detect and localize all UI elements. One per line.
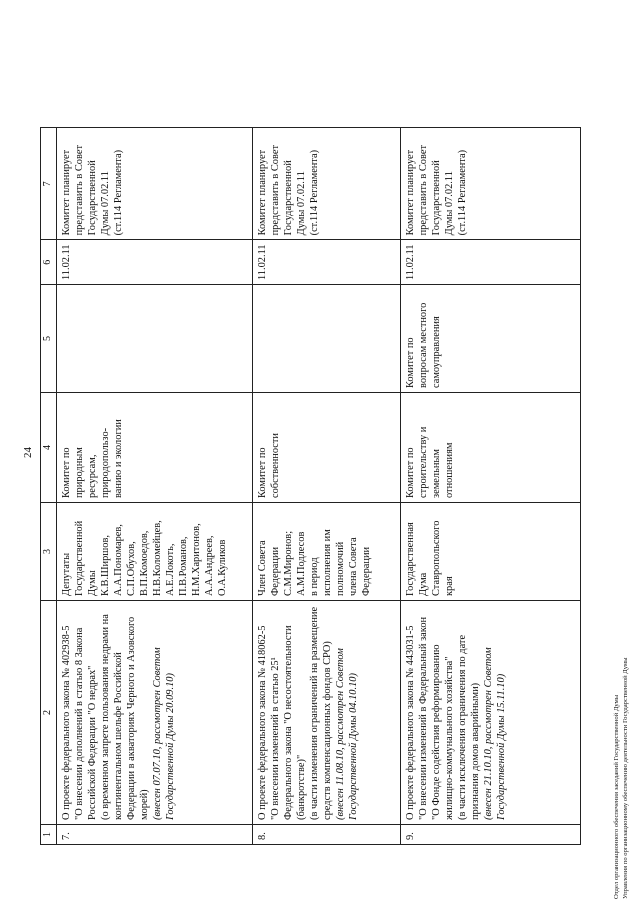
bill-title-line: "О внесении изменений в Федеральный закон [417, 616, 429, 820]
table-body [56, 128, 580, 845]
bill-title-line: О проекте федерального закона № 402938-5 [60, 625, 72, 820]
row-number: 7. [56, 825, 252, 845]
author-line: А.М.Подлесов [295, 531, 307, 596]
status-line: Государственной [86, 160, 98, 236]
date-cell: 11.02.11 [252, 240, 400, 285]
author-line: Н.М.Харитонов, [190, 523, 202, 596]
author-line: В.П.Комоедов, [138, 530, 150, 596]
bill-title-line: О проекте федерального закона № 418062-5 [256, 625, 268, 820]
author-line: П.В.Романов, [177, 536, 189, 596]
bill-authors [400, 503, 580, 601]
status-line: представить в Совет [417, 145, 429, 236]
page-number: 24 [22, 447, 34, 458]
co-committee-line: самоуправления [430, 316, 442, 388]
bill-title-line: О проекте федерального закона № 443031-5 [404, 625, 416, 820]
status-line: Государственной [430, 160, 442, 236]
table-row [56, 128, 252, 845]
author-line: О.А.Куликов [216, 539, 228, 596]
row-number: 8. [252, 825, 400, 845]
author-line: члена Совета [347, 537, 359, 596]
bill-title [400, 601, 580, 825]
committee-line: отношениям [443, 442, 455, 498]
col-header-2: 2 [41, 601, 57, 825]
committee-line: ванию и экологии [112, 419, 124, 498]
bill-note-line: (внесен 11.08.10, рассмотрен Советом [334, 648, 346, 820]
bill-title-line: "О внесении дополнений в статью 8 Закона [73, 627, 85, 820]
bill-title [56, 601, 252, 825]
status-cell [400, 128, 580, 240]
header-row [41, 128, 57, 845]
co-committee [56, 285, 252, 393]
bill-title-line: (банкротстве)" [295, 754, 307, 820]
author-line: С.М.Миронов; [282, 530, 294, 596]
responsible-committee [252, 393, 400, 503]
footer-line: Отдел организационного обеспечения заседаний Государственной Думы [613, 694, 620, 899]
bill-title-line: Федерального закона "О несостоятельности [282, 625, 294, 820]
bill-note-line: (внесен 21.10.10, рассмотрен Советом [482, 647, 494, 820]
status-line: представить в Совет [73, 145, 85, 236]
bill-title-line: средств компенсационных фондов СРО) [321, 641, 333, 820]
author-line: Н.В.Коломейцев, [151, 520, 163, 596]
table-row [252, 128, 400, 845]
author-line: Дума [417, 572, 429, 596]
author-line: А.Е.Локоть, [164, 543, 176, 596]
bill-note-line: Государственной Думы 15.11.10) [495, 673, 507, 820]
bill-title-line: "О Фонде содействия реформированию [430, 644, 442, 820]
status-line: Комитет планирует [60, 149, 72, 236]
author-line: Федерации [269, 546, 281, 596]
status-line: (ст.114 Регламента) [456, 149, 468, 236]
author-line: Государственной [73, 520, 85, 596]
col-header-5: 5 [41, 285, 57, 393]
status-line: представить в Совет [269, 145, 281, 236]
committee-line: земельным [430, 449, 442, 498]
co-committee-line: вопросам местного [417, 302, 429, 388]
author-line: в период [308, 557, 320, 596]
status-line: Думы 07.02.11 [443, 171, 455, 236]
bill-note-line: (внесен 07.07.10, рассмотрен Советом [151, 647, 163, 820]
bill-title-line: (в части исключения ограничения по дате [456, 634, 468, 820]
bill-authors [252, 503, 400, 601]
bill-note-line: Государственной Думы 20.09.10) [164, 673, 176, 820]
committee-line: строительству и [417, 426, 429, 498]
bill-title-line: "О внесении изменений в статью 25¹ [269, 657, 281, 820]
author-line: Член Совета [256, 540, 268, 596]
status-line: Комитет планирует [404, 149, 416, 236]
bill-title-line: жилищно-коммунального хозяйства" [443, 656, 455, 820]
responsible-committee [400, 393, 580, 503]
status-line: (ст.114 Регламента) [112, 149, 124, 236]
committee-line: собственности [269, 433, 281, 498]
bill-title-line: (о временном запрете пользования недрами на [99, 614, 111, 820]
status-line: Комитет планирует [256, 149, 268, 236]
author-line: Думы [86, 570, 98, 596]
col-header-4: 4 [41, 393, 57, 503]
bill-title [252, 601, 400, 825]
footer [612, 657, 630, 899]
committee-line: Комитет по [256, 447, 268, 498]
bill-title-line: континентальном шельфе Российской [112, 652, 124, 820]
status-line: Думы 07.02.11 [99, 171, 111, 236]
date-cell: 11.02.11 [56, 240, 252, 285]
status-cell [56, 128, 252, 240]
status-line: Думы 07.02.11 [295, 171, 307, 236]
author-line: К.В.Ширшов, [99, 535, 111, 596]
bill-title-line: морей) [138, 789, 150, 820]
co-committee-line: Комитет по [404, 337, 416, 388]
col-header-7: 7 [41, 128, 57, 240]
author-line: Федерации [360, 546, 372, 596]
author-line: исполнения им [321, 529, 333, 596]
committee-line: Комитет по [404, 447, 416, 498]
committee-line: природным [73, 447, 85, 498]
co-committee [400, 285, 580, 393]
author-line: Государственная [404, 522, 416, 596]
status-line: (ст.114 Регламента) [308, 149, 320, 236]
bill-note-line: Государственной Думы 04.10.10) [347, 673, 359, 820]
author-line: С.П.Обухов, [125, 541, 137, 596]
row-number: 9. [400, 825, 580, 845]
table-row [400, 128, 580, 845]
author-line: Депутаты [60, 552, 72, 596]
bill-title-line: Российской Федерации "О недрах" [86, 665, 98, 820]
bill-title-line: признания домов аварийными) [469, 682, 481, 820]
responsible-committee [56, 393, 252, 503]
status-line: Государственной [282, 160, 294, 236]
date-cell: 11.02.11 [400, 240, 580, 285]
col-header-6: 6 [41, 240, 57, 285]
author-line: полномочий [334, 541, 346, 596]
author-line: А.А.Андреев, [203, 535, 215, 596]
col-header-3: 3 [41, 503, 57, 601]
bill-title-line: Федерации в акваториях Черного и Азовского [125, 616, 137, 820]
co-committee [252, 285, 400, 393]
footer-line: Управления по организационному обеспечению деятельности Государственной Думы [622, 657, 629, 899]
col-header-1: 1 [41, 825, 57, 845]
committee-line: ресурсам, [86, 454, 98, 498]
committee-line: природопользо- [99, 427, 111, 498]
author-line: Ставропольского края [430, 520, 455, 596]
bills-table [40, 127, 581, 845]
bill-title-line: (в части изменения ограничений на размещение [308, 606, 320, 820]
bill-authors [56, 503, 252, 601]
committee-line: Комитет по [60, 447, 72, 498]
author-line: А.А.Пономарев, [112, 524, 124, 596]
status-cell [252, 128, 400, 240]
